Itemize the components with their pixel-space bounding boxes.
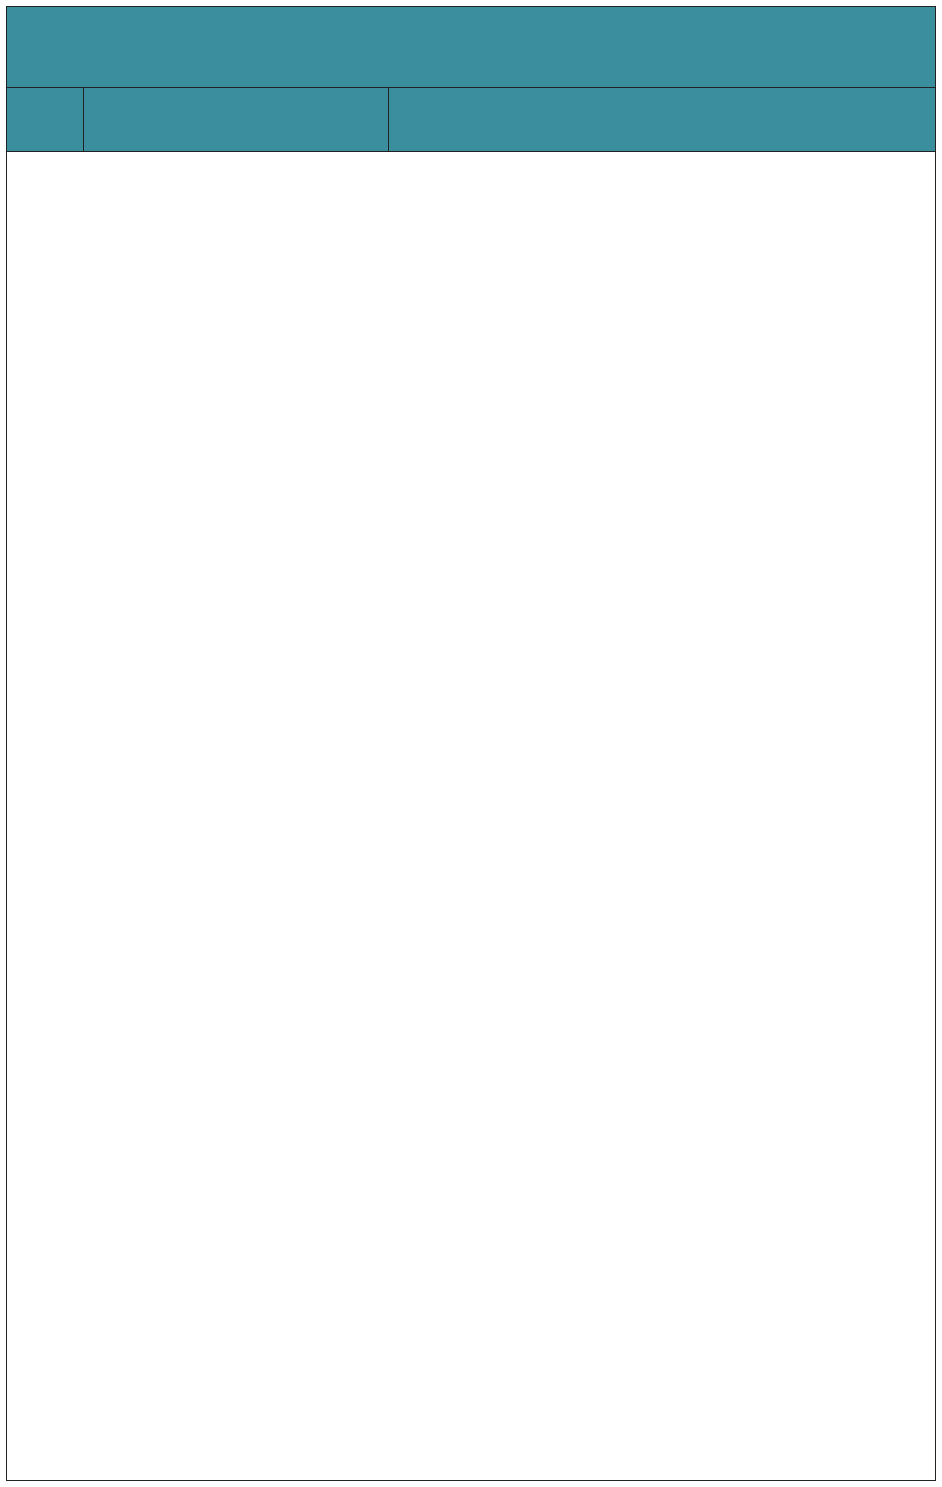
header-no: [7, 88, 84, 152]
header-level1: [84, 88, 389, 152]
header-level2: [389, 88, 935, 152]
index-table: [6, 6, 936, 1481]
table-title: [7, 7, 935, 88]
